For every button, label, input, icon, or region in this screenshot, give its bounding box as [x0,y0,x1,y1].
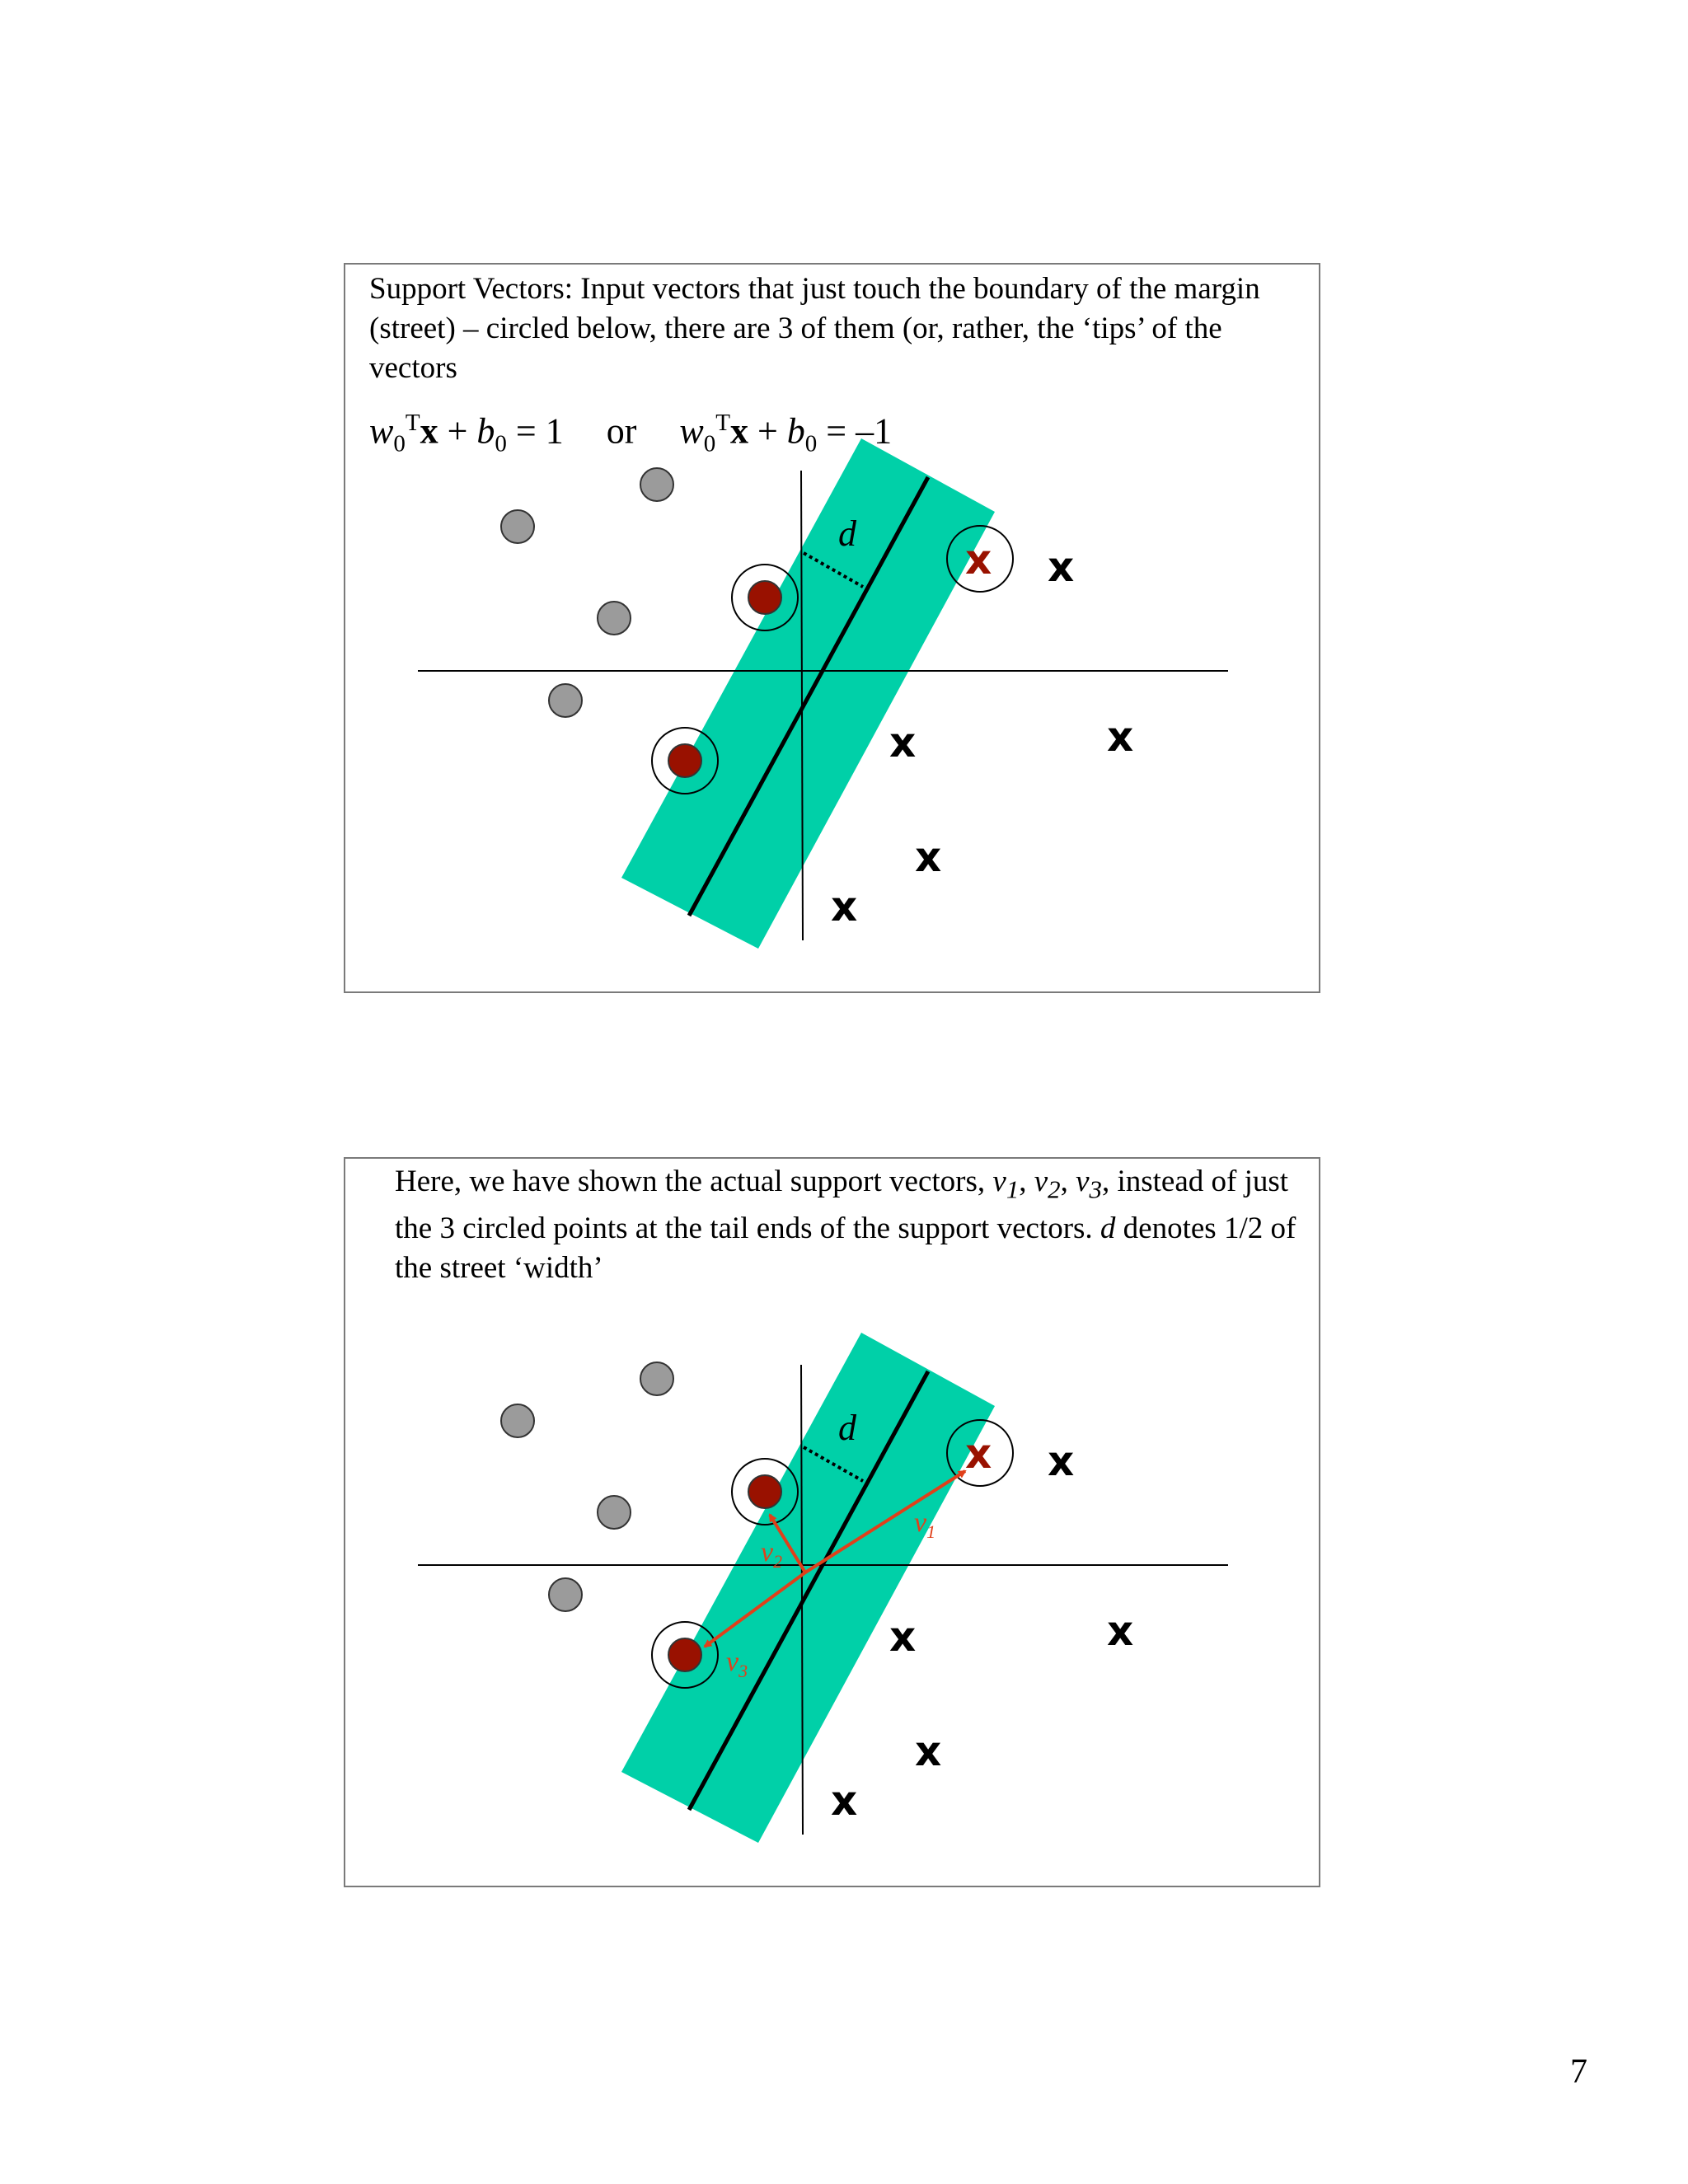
class-a-point [598,602,631,635]
w-symbol: w [369,410,394,452]
slide-support-vectors [344,263,1320,993]
y-axis [801,1365,803,1835]
support-vector-cross: x [965,1430,992,1478]
class-b-point: x [889,719,917,766]
class-b-point: x [1107,713,1134,761]
svm-diagram [345,265,1322,995]
class-a-point [640,468,673,501]
support-vector-point [668,1638,701,1671]
margin-label: d [838,1408,856,1448]
support-vector-cross: x [965,536,992,583]
class-b-point: x [915,1727,942,1775]
class-b-point: x [831,1777,858,1825]
class-b-point: x [1048,543,1075,591]
vector-v3-label: $v_3$ [726,1647,748,1681]
slide2-description: Here, we have shown the actual support vectors, $v_1$, $v_2$, $v_3$, instead of just the 3 circled points at the tail ends of the support vectors. d denotes 1/2 of the street ‘width’ [395,1165,1296,1286]
support-vector-point [748,581,781,614]
class-b-point: x [1107,1607,1134,1655]
support-vector-point [748,1475,781,1508]
class-b-point: x [889,1613,917,1661]
class-a-point [640,1362,673,1395]
vector-v1-label: $v_1$ [914,1507,936,1542]
support-vector-point [668,744,701,777]
margin-equation: $w_0^Tx + b_0 = 1$ or $w_0^Tx + b_0 = -1$ [369,410,893,457]
or-connector: or [606,410,637,452]
margin-label: d [838,513,856,554]
class-a-point [501,510,534,543]
slide-actual-support-vectors [344,1157,1320,1887]
slide1-description: Support Vectors: Input vectors that just touch the boundary of the margin (street) – circled below, there are 3 of them (or, rather, the ‘tips’ of the vectors [369,272,1260,385]
vector-v2-label: $v_2$ [761,1537,783,1572]
page-number: 7 [1570,2053,1587,2091]
svm-vector-diagram [345,1159,1322,1889]
class-a-point [501,1404,534,1437]
class-a-point [549,684,582,717]
class-a-point [549,1578,582,1611]
class-a-point [598,1496,631,1529]
y-axis [801,471,803,940]
class-b-point: x [831,883,858,930]
class-b-point: x [1048,1437,1075,1485]
class-b-point: x [915,833,942,881]
